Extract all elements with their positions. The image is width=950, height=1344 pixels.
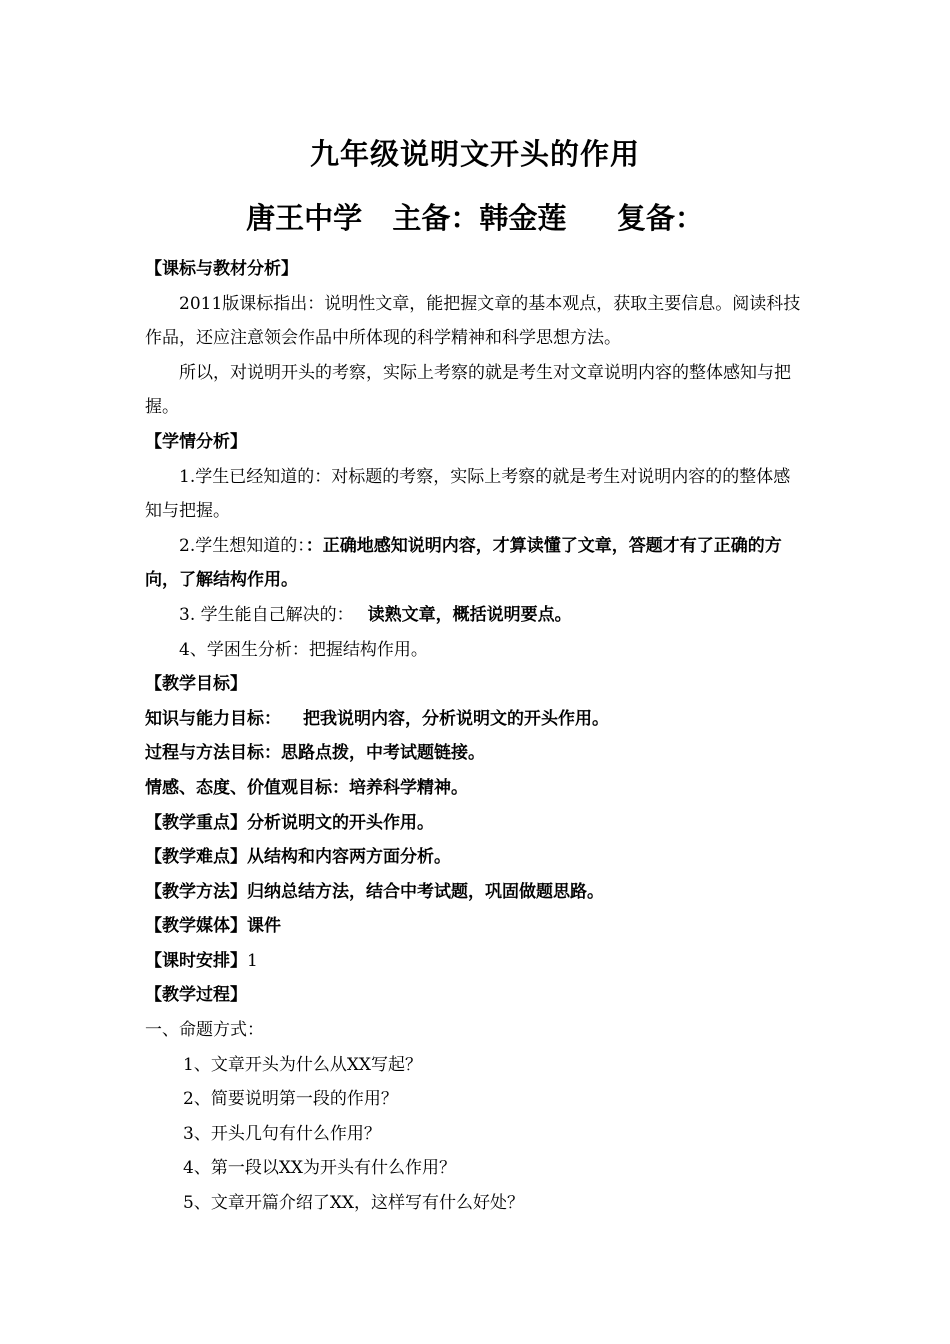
schedule-line [145, 944, 807, 979]
section-heading-process: 【教学过程】 [145, 985, 247, 1006]
learners-item-3 [145, 598, 807, 633]
learners-item-3-prefix: 3. 学生能自己解决的： [179, 604, 354, 625]
key-point-label: 【教学重点】 [145, 812, 247, 833]
key-point-text: 分析说明文的开头作用。 [247, 812, 434, 833]
goal-process: 过程与方法目标：思路点拨，中考试题链接。 [145, 743, 485, 764]
difficulty-label: 【教学难点】 [145, 847, 247, 868]
method-text: 归纳总结方法，结合中考试题，巩固做题思路。 [247, 881, 604, 902]
schedule-label: 【课时安排】 [145, 950, 247, 971]
difficulty-text: 从结构和内容两方面分析。 [247, 847, 451, 868]
difficulty-line [145, 840, 807, 875]
media-line [145, 909, 807, 944]
question-item: 4、第一段以XX为开头有什么作用？ [183, 1158, 457, 1179]
media-text: 课件 [247, 916, 281, 937]
method-line [145, 875, 807, 910]
question-item: 2、简要说明第一段的作用？ [183, 1089, 398, 1110]
learners-item-2-prefix: 2.学生想知道的： [179, 535, 306, 556]
learners-item-1: 1.学生已经知道的：对标题的考察，实际上考察的就是考生对说明内容的的整体感知与把握。 [145, 466, 791, 522]
question-item: 1、文章开头为什么从XX写起？ [183, 1054, 423, 1075]
goal-knowledge [145, 702, 807, 737]
document-title: 九年级说明文开头的作用 [309, 137, 640, 171]
section-heading-learners: 【学情分析】 [145, 431, 247, 452]
learners-item-3-bold: 读熟文章，概括说明要点。 [367, 604, 572, 625]
media-label: 【教学媒体】 [145, 916, 247, 937]
learners-item-2 [145, 529, 807, 598]
process-subheading-1: 一、命题方式： [145, 1020, 264, 1041]
section-heading-curriculum: 【课标与教材分析】 [145, 259, 298, 279]
goal-emotion: 情感、态度、价值观目标：培养科学精神。 [145, 777, 468, 798]
question-item: 3、开头几句有什么作用？ [183, 1123, 381, 1144]
question-item: 5、文章开篇介绍了XX，这样写有什么好处？ [183, 1193, 525, 1214]
goal-knowledge-text: 把我说明内容，分析说明文的开头作用。 [303, 708, 609, 729]
goal-knowledge-label: 知识与能力目标： [145, 708, 281, 729]
learners-item-2-bold: ：正确地感知说明内容，才算读懂了文章，答题才有了正确的方向，了解结构作用。 [145, 535, 782, 591]
document-body [145, 252, 807, 1221]
schedule-text: 1 [247, 950, 258, 971]
method-label: 【教学方法】 [145, 881, 247, 902]
key-point-line [145, 806, 807, 841]
curriculum-paragraph-2: 所以，对说明开头的考察，实际上考察的就是考生对文章说明内容的整体感知与把握。 [145, 362, 791, 418]
document-subtitle: 唐王中学 主备：韩金莲 复备： [246, 201, 704, 235]
learners-item-4: 4、学困生分析：把握结构作用。 [179, 639, 428, 660]
curriculum-paragraph-1: 2011版课标指出：说明性文章，能把握文章的基本观点，获取主要信息。阅读科技作品，还应注意领会作品中所体现的科学精神和科学思想方法。 [145, 293, 801, 349]
section-heading-goals: 【教学目标】 [145, 674, 247, 695]
